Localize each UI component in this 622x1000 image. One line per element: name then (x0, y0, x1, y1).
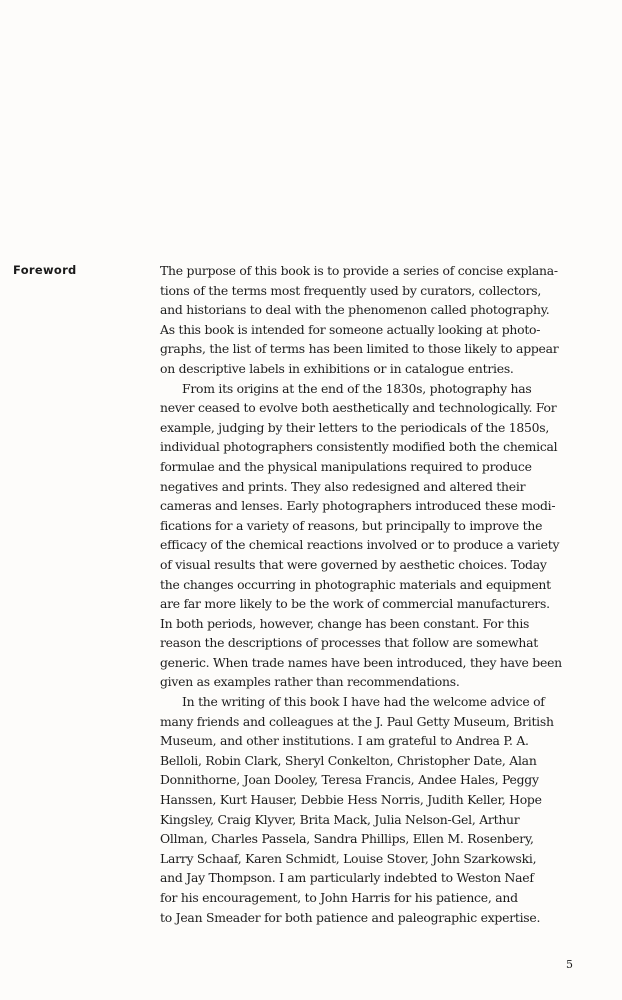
text-line: negatives and prints. They also redesigned and altered their (160, 478, 526, 494)
text-line: In both periods, however, change has been constant. For this (160, 615, 530, 631)
text-line: Larry Schaaf, Karen Schmidt, Louise Stover, John Szarkowski, (160, 850, 537, 866)
text-line: on descriptive labels in exhibitions or in catalogue entries. (160, 360, 514, 376)
text-line: many friends and colleagues at the J. Paul Getty Museum, British (160, 713, 554, 729)
text-line: reason the descriptions of processes that follow are somewhat (160, 635, 539, 651)
text-line: the changes occurring in photographic materials and equipment (160, 576, 551, 592)
text-line: individual photographers consistently modified both the chemical (160, 439, 558, 455)
text-line: of visual results that were governed by aesthetic choices. Today (160, 556, 547, 572)
text-line: fications for a variety of reasons, but principally to improve the (160, 517, 543, 533)
text-line: In the writing of this book I have had the welcome advice of (182, 694, 545, 710)
section-heading: Foreword (13, 263, 77, 277)
text-line: From its origins at the end of the 1830s, photography has (182, 380, 532, 396)
foreword-body (160, 261, 580, 927)
text-line: never ceased to evolve both aesthetically and technologically. For (160, 400, 557, 416)
text-line: to Jean Smeader for both patience and paleographic expertise. (160, 909, 541, 925)
text-line: given as examples rather than recommendations. (160, 674, 460, 690)
text-line: and Jay Thompson. I am particularly indebted to Weston Naef (160, 870, 534, 886)
text-line: Museum, and other institutions. I am grateful to Andrea P. A. (160, 733, 529, 749)
text-line: Donnithorne, Joan Dooley, Teresa Francis, Andee Hales, Peggy (160, 772, 539, 788)
text-line: tions of the terms most frequently used by curators, collectors, (160, 282, 542, 298)
text-line: generic. When trade names have been introduced, they have been (160, 654, 562, 670)
text-line: efficacy of the chemical reactions involved or to produce a variety (160, 537, 560, 553)
text-line: formulae and the physical manipulations required to produce (160, 458, 532, 474)
text-line: and historians to deal with the phenomenon called photography. (160, 302, 550, 318)
text-line: example, judging by their letters to the periodicals of the 1850s, (160, 419, 550, 435)
text-line: Hanssen, Kurt Hauser, Debbie Hess Norris, Judith Keller, Hope (160, 792, 542, 808)
text-line: The purpose of this book is to provide a series of concise explana- (160, 263, 558, 278)
text-line: graphs, the list of terms has been limited to those likely to appear (160, 341, 559, 357)
text-line: cameras and lenses. Early photographers introduced these modi- (160, 498, 556, 514)
text-line: Belloli, Robin Clark, Sheryl Conkelton, Christopher Date, Alan (160, 752, 537, 768)
text-line: Kingsley, Craig Klyver, Brita Mack, Julia Nelson-Gel, Arthur (160, 811, 520, 827)
text-line: for his encouragement, to John Harris for his patience, and (160, 890, 518, 905)
text-line: Ollman, Charles Passela, Sandra Phillips, Ellen M. Rosenbery, (160, 831, 534, 847)
text-line: As this book is intended for someone actually looking at photo- (160, 321, 541, 337)
page-number: 5 (566, 958, 573, 971)
text-line: are far more likely to be the work of commercial manufacturers. (160, 596, 550, 612)
